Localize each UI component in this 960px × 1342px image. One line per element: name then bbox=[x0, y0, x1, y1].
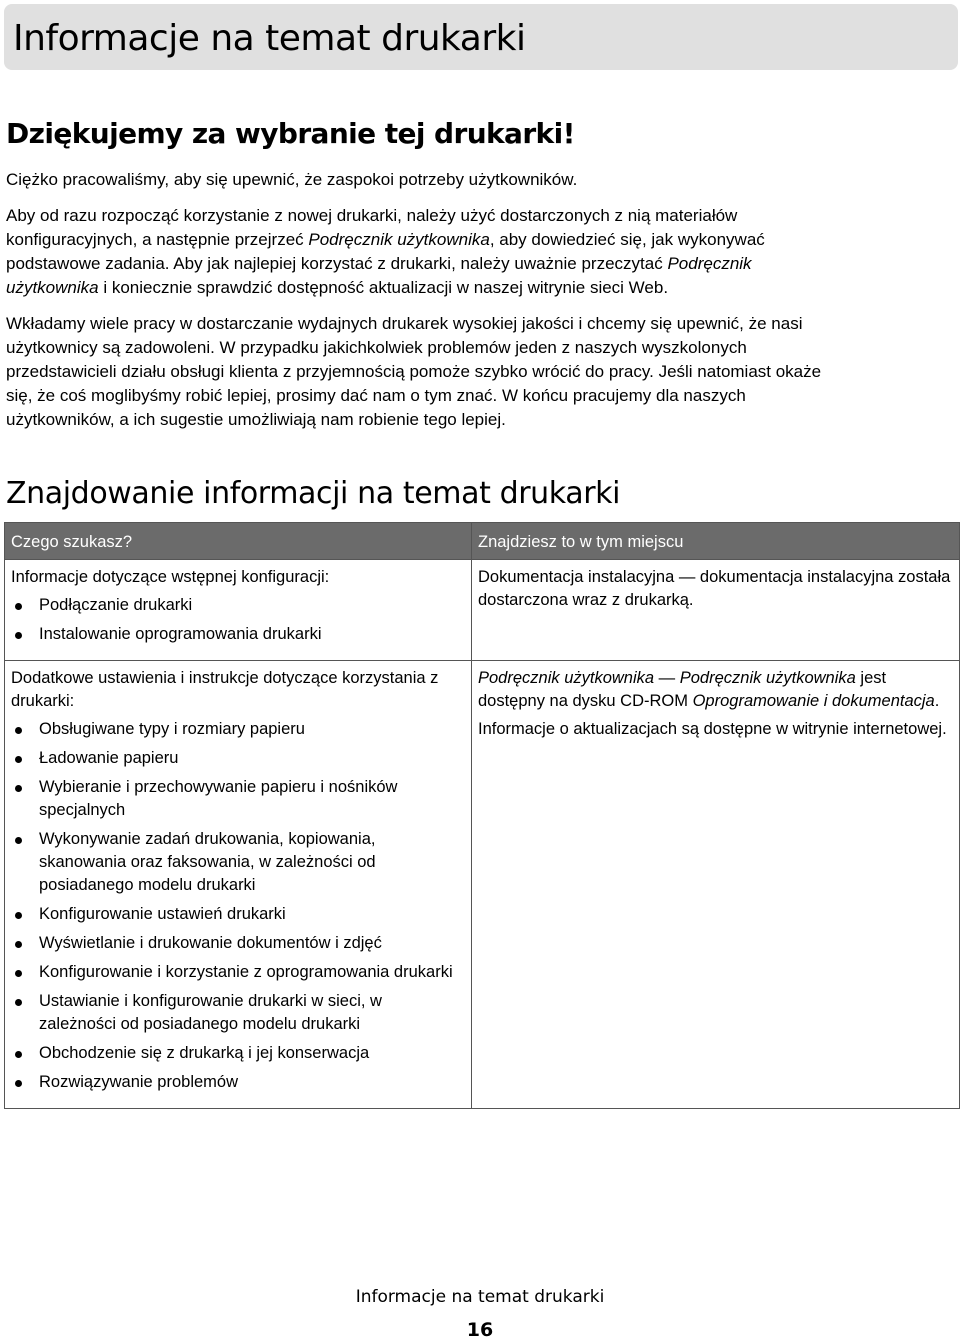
list-item: Ładowanie papieru bbox=[11, 747, 463, 770]
thanks-paragraph-1: Ciężko pracowaliśmy, aby się upewnić, że zaspokoi potrzeby użytkowników. bbox=[6, 170, 578, 189]
list-item: Obsługiwane typy i rozmiary papieru bbox=[11, 718, 463, 741]
table-cell-where bbox=[472, 560, 960, 661]
text-run: i koniecznie sprawdzić dostępność aktualizacji w naszej witrynie sieci Web. bbox=[98, 278, 669, 297]
list-item: Konfigurowanie i korzystanie z oprogramowania drukarki bbox=[11, 961, 463, 984]
text-run: jest dostępny na dysku CD-ROM bbox=[478, 669, 887, 710]
text-line: Aby od razu rozpocząć korzystanie z nowej drukarki, należy użyć dostarczonych z nią materiałów bbox=[6, 206, 738, 225]
table-cell-where bbox=[472, 661, 960, 1109]
user-guide-ref: Podręcznik użytkownika bbox=[308, 230, 490, 249]
cell-text: Dokumentacja instalacyjna — dokumentacja instalacyjna została dostarczona wraz z drukarką. bbox=[478, 568, 951, 609]
footer-title: Informacje na temat drukarki bbox=[355, 1287, 605, 1307]
text-line bbox=[6, 252, 960, 276]
thanks-heading: Dziękujemy za wybranie tej drukarki! bbox=[6, 117, 575, 150]
thanks-paragraph-2 bbox=[6, 204, 960, 300]
bullet-list bbox=[11, 718, 463, 1094]
list-item: Podłączanie drukarki bbox=[11, 594, 463, 617]
text-run: , aby dowiedzieć się, jak wykonywać bbox=[489, 230, 765, 249]
text-line: się, że coś moglibyśmy robić lepiej, prosimy dać nam o tym znać. W końcu pracujemy dla naszych bbox=[6, 386, 746, 405]
cell-intro: Informacje dotyczące wstępnej konfiguracji: bbox=[11, 568, 330, 586]
text-run: konfiguracyjnych, a następnie przejrzeć bbox=[6, 230, 309, 249]
bullet-list bbox=[11, 594, 463, 646]
list-item: Rozwiązywanie problemów bbox=[11, 1071, 463, 1094]
text-line: użytkowników, a ich sugestie umożliwiają nam robienie tego lepiej. bbox=[6, 410, 506, 429]
col-header-where: Znajdziesz to w tym miejscu bbox=[472, 523, 960, 560]
text-run: — bbox=[654, 669, 680, 687]
cell-intro: Dodatkowe ustawienia i instrukcje dotyczące korzystania z drukarki: bbox=[11, 669, 439, 710]
cell-text: Informacje o aktualizacjach są dostępne w witrynie internetowej. bbox=[478, 720, 947, 738]
cd-title-ref: Oprogramowanie i dokumentacja bbox=[692, 692, 935, 710]
user-guide-ref: użytkownika bbox=[6, 278, 99, 297]
text-line: przedstawicieli działu obsługi klienta z przyjemnością pomoże szybko wrócić do pracy. Jeśli natomiast okaże bbox=[6, 362, 822, 381]
info-table bbox=[4, 522, 960, 1109]
list-item: Instalowanie oprogramowania drukarki bbox=[11, 623, 463, 646]
cell-text bbox=[478, 667, 951, 713]
table-cell-what bbox=[5, 560, 472, 661]
text-line bbox=[6, 276, 960, 300]
text-line bbox=[6, 228, 960, 252]
find-info-heading: Znajdowanie informacji na temat drukarki bbox=[6, 476, 621, 511]
thanks-paragraph-3 bbox=[6, 312, 960, 432]
list-item: Wykonywanie zadań drukowania, kopiowania, skanowania oraz faksowania, w zależności od posiadanego modelu drukarki bbox=[11, 828, 463, 897]
page-number: 16 bbox=[466, 1319, 494, 1341]
list-item: Wybieranie i przechowywanie papieru i nośników specjalnych bbox=[11, 776, 463, 822]
user-guide-ref: Podręcznik bbox=[667, 254, 752, 273]
text-run: podstawowe zadania. Aby jak najlepiej korzystać z drukarki, należy uważnie przeczytać bbox=[6, 254, 668, 273]
table-header-row bbox=[5, 523, 960, 560]
table-cell-what bbox=[5, 661, 472, 1109]
list-item: Ustawianie i konfigurowanie drukarki w sieci, w zależności od posiadanego modelu drukarki bbox=[11, 990, 463, 1036]
table-row bbox=[5, 661, 960, 1109]
list-item: Wyświetlanie i drukowanie dokumentów i zdjęć bbox=[11, 932, 463, 955]
list-item: Obchodzenie się z drukarką i jej konserwacja bbox=[11, 1042, 463, 1065]
chapter-title-bar bbox=[4, 4, 958, 70]
user-guide-ref: Podręcznik użytkownika bbox=[679, 669, 856, 687]
text-line: Wkładamy wiele pracy w dostarczanie wydajnych drukarek wysokiej jakości i chcemy się upewnić, że nasi bbox=[6, 314, 803, 333]
user-guide-ref: Podręcznik użytkownika bbox=[478, 669, 655, 687]
text-line: użytkownicy są zadowoleni. W przypadku jakichkolwiek problemów jeden z naszych wyszkolonych bbox=[6, 338, 747, 357]
table-row bbox=[5, 560, 960, 661]
chapter-title: Informacje na temat drukarki bbox=[13, 18, 526, 59]
text-run: . bbox=[934, 692, 940, 710]
list-item: Konfigurowanie ustawień drukarki bbox=[11, 903, 463, 926]
col-header-what: Czego szukasz? bbox=[5, 523, 472, 560]
